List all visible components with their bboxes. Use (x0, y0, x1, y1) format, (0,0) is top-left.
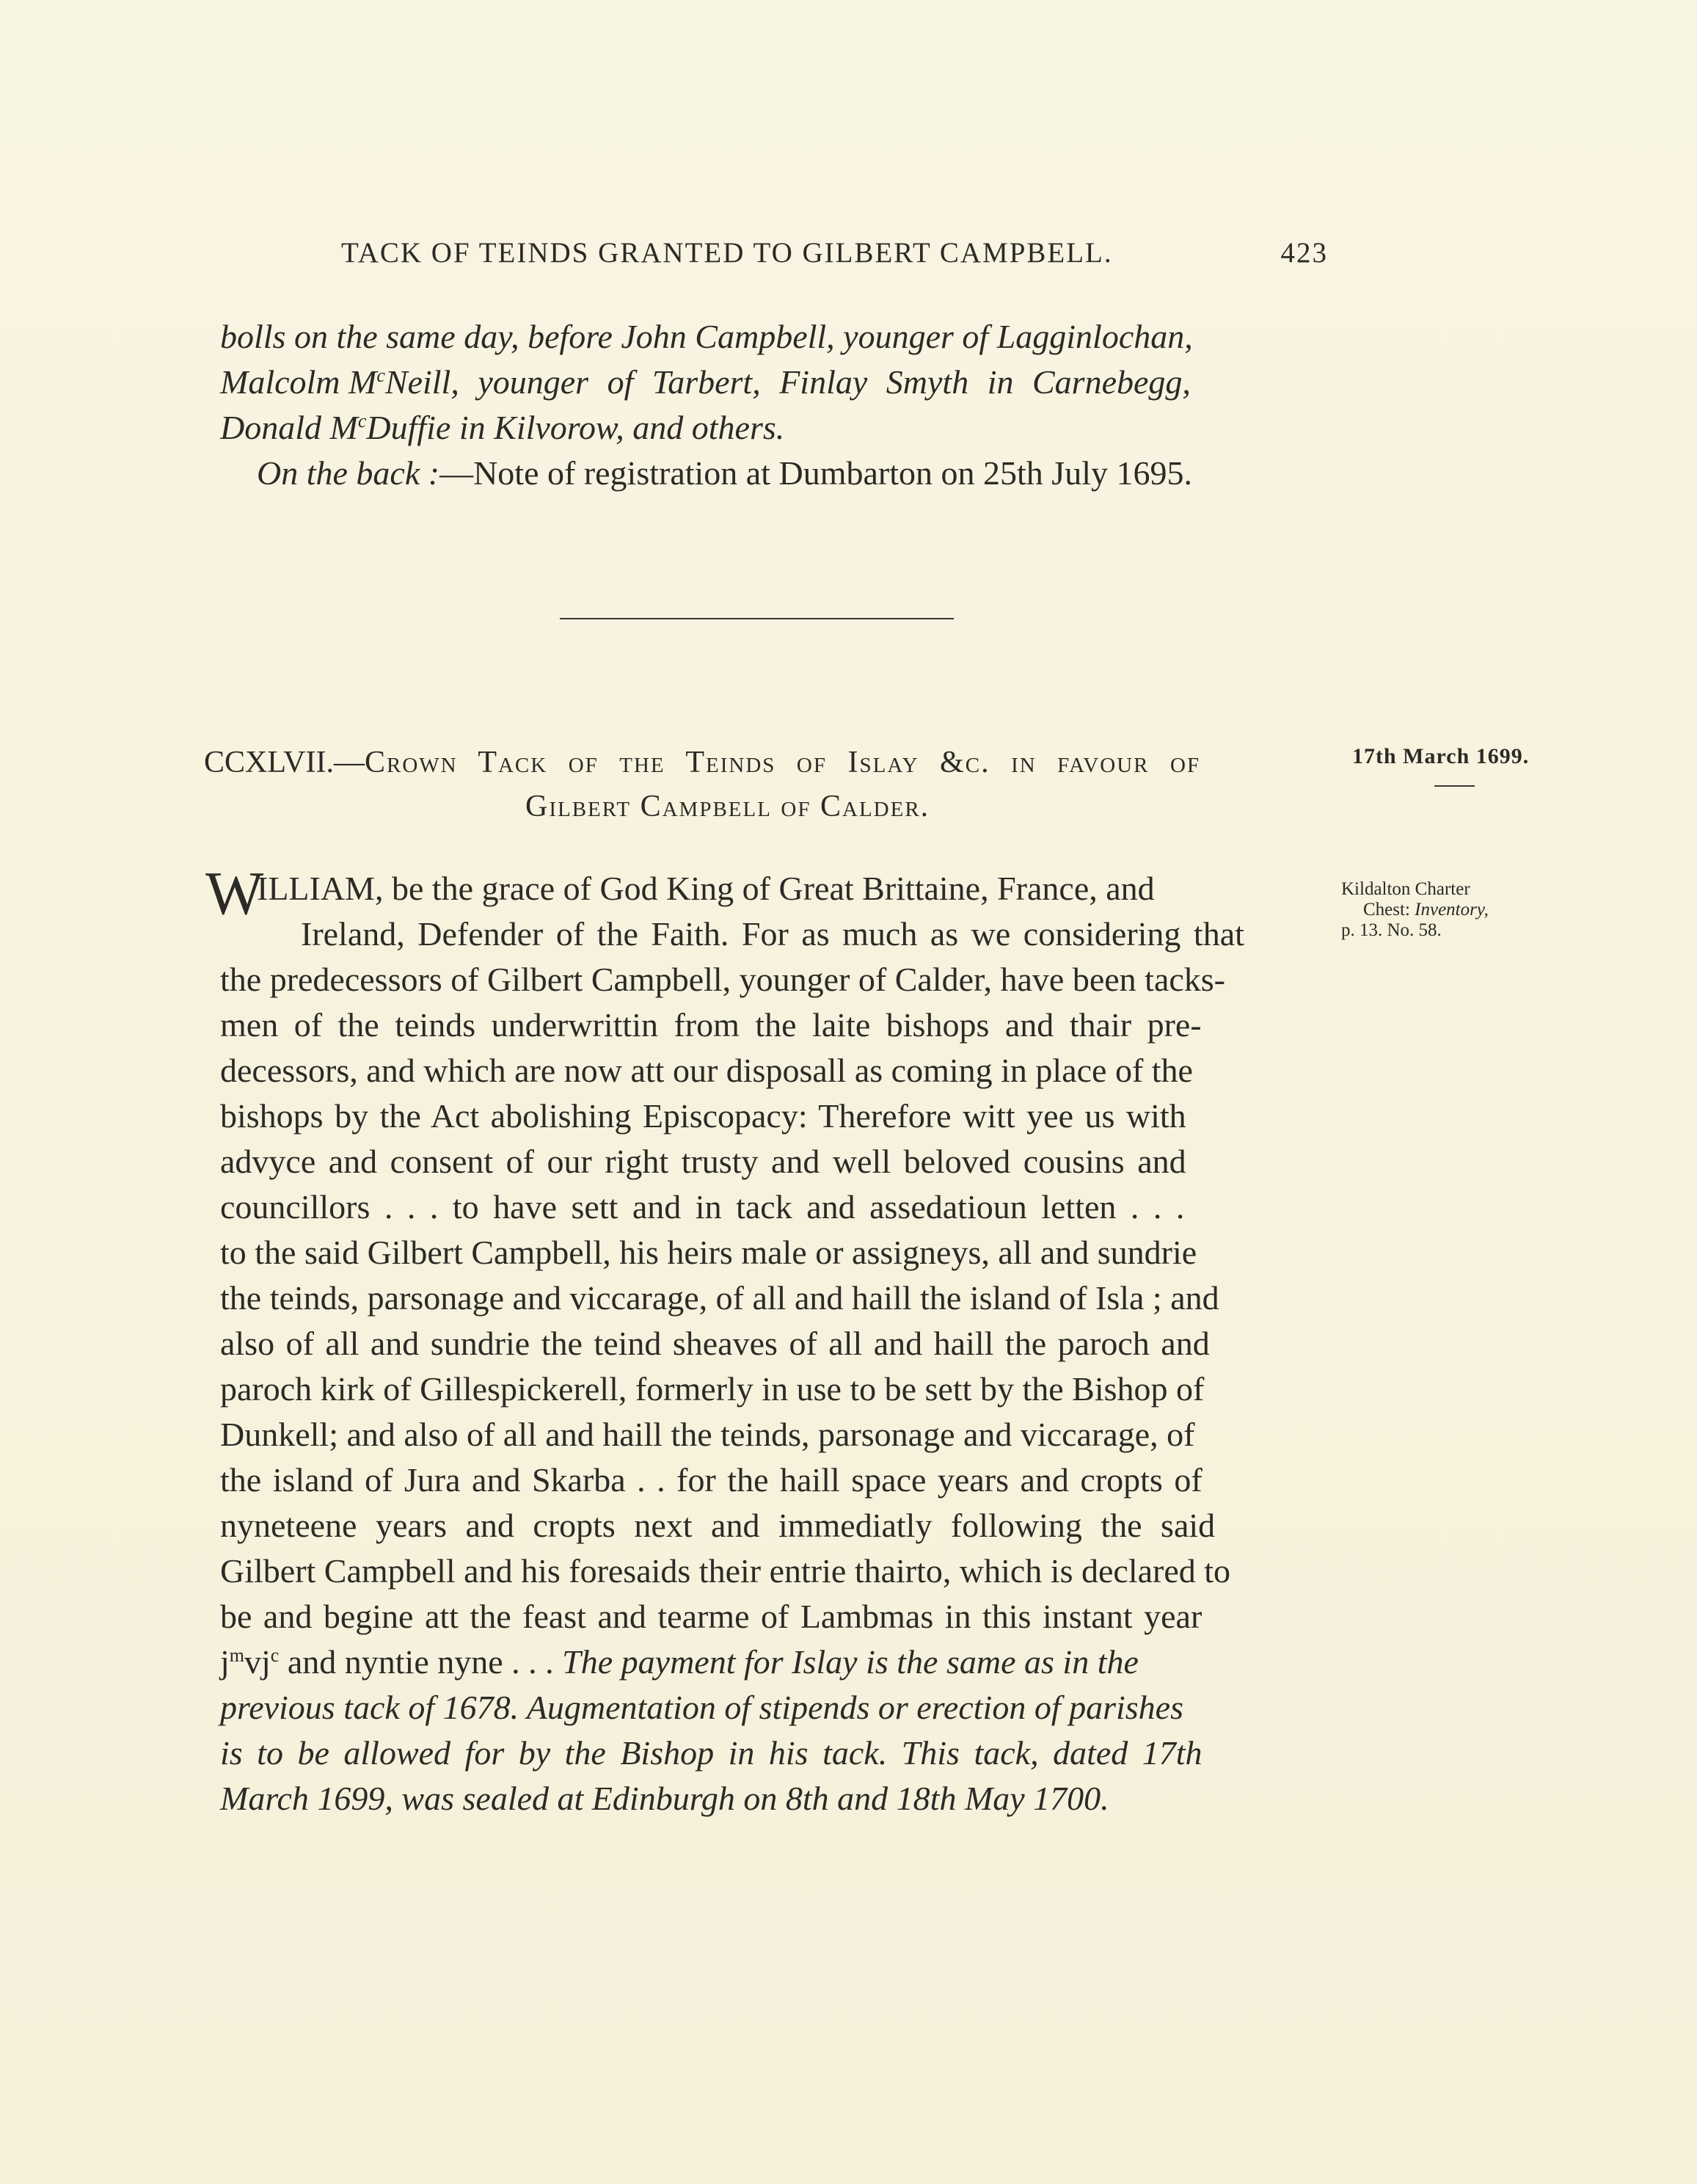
body-line-1 (257, 866, 1326, 911)
section-heading-2: Gilbert Campbell of Calder. (525, 790, 930, 823)
body-line-17-text: be and begine att the feast and tearme of Lambmas in this instant year (220, 1598, 1203, 1635)
section-heading-line-1 (204, 740, 1310, 785)
preceding-line-2-sup: c (376, 365, 385, 386)
body-line-4 (220, 1002, 1326, 1048)
body-line-7-text: advyce and consent of our right trusty and well beloved cousins and (220, 1143, 1186, 1180)
margin-note-line-3: p. 13. No. 58. (1341, 920, 1442, 940)
preceding-line-3-b: Duffie in Kilvorow, and others. (366, 409, 785, 446)
body-line-12 (220, 1366, 1326, 1412)
margin-note-line-2-a: Chest: (1363, 900, 1415, 920)
section-divider (560, 618, 954, 619)
body-line-14-text: the island of Jura and Skarba . . for the haill space years and cropts of (220, 1461, 1203, 1499)
body-line-17 (220, 1594, 1326, 1639)
section-heading-1: Crown Tack of the Teinds of Islay &c. in favour of (364, 746, 1201, 779)
body-line-2 (301, 911, 1326, 957)
body-line-21 (220, 1776, 1326, 1821)
section-heading-line-2 (525, 784, 1632, 829)
body-line-19-text: previous tack of 1678. Augmentation of stipends or erection of parishes (220, 1689, 1183, 1726)
section-number: CCXLVII.— (204, 746, 365, 779)
preceding-line-3 (220, 405, 1326, 451)
preceding-line-4-italic: On the back : (257, 454, 440, 492)
body-line-18-sup-1: m (229, 1645, 245, 1666)
body-line-13-text: Dunkell; and also of all and haill the teinds, parsonage and viccarage, of (220, 1416, 1195, 1453)
body-line-20 (220, 1730, 1326, 1776)
preceding-line-2-a: Malcolm M (220, 363, 377, 401)
body-line-13 (220, 1412, 1326, 1457)
body-line-9 (220, 1230, 1326, 1275)
dropcap: W (205, 859, 264, 928)
preceding-line-1-text: bolls on the same day, before John Campbell, younger of Lagginlochan, (220, 318, 1193, 355)
page-number: 423 (1280, 237, 1328, 269)
body-line-16 (220, 1548, 1326, 1594)
preceding-line-4 (257, 451, 1363, 496)
running-head (341, 236, 1328, 269)
body-line-5-text: decessors, and which are now att our disposall as coming in place of the (220, 1052, 1193, 1089)
body-line-1-text: ILLIAM, be the grace of God King of Great Brittaine, France, and (257, 870, 1155, 907)
body-line-15-text: nyneteene years and cropts next and immediatly following the said (220, 1507, 1216, 1544)
body-line-11 (220, 1321, 1326, 1366)
body-line-18-italic: The payment for Islay is the same as in the (562, 1643, 1139, 1681)
body-line-12-text: paroch kirk of Gillespickerell, formerly in use to be sett by the Bishop of (220, 1370, 1205, 1408)
body-line-11-text: also of all and sundrie the teind sheaves of all and haill the paroch and (220, 1325, 1210, 1362)
body-line-8-text: councillors . . . to have sett and in tack and assedatioun letten . . . (220, 1188, 1185, 1226)
body-line-7 (220, 1139, 1326, 1184)
body-line-20-text: is to be allowed for by the Bishop in his tack. This tack, dated 17th (220, 1734, 1203, 1772)
margin-note-line-1: Kildalton Charter (1341, 879, 1470, 899)
body-line-18 (220, 1639, 1326, 1685)
body-line-18-a: j (220, 1643, 230, 1681)
body-line-3 (220, 957, 1326, 1002)
body-line-10 (220, 1275, 1326, 1321)
margin-note (1341, 879, 1489, 941)
margin-note-line-2-italic: Inventory, (1415, 900, 1489, 920)
body-line-18-b: vj (244, 1643, 271, 1681)
preceding-line-2-b: Neill, younger of Tarbert, Finlay Smyth in Carnebegg, (384, 363, 1191, 401)
preceding-line-3-sup: c (357, 410, 367, 432)
preceding-line-2 (220, 360, 1326, 405)
body-line-21-text: March 1699, was sealed at Edinburgh on 8th and 18th May 1700. (220, 1780, 1109, 1817)
body-line-9-text: to the said Gilbert Campbell, his heirs male or assigneys, all and sundrie (220, 1234, 1197, 1271)
body-line-2-text: Ireland, Defender of the Faith. For as much as we considering that (301, 915, 1244, 953)
body-line-19 (220, 1685, 1326, 1730)
body-line-5 (220, 1048, 1326, 1093)
body-line-10-text: the teinds, parsonage and viccarage, of all and haill the island of Isla ; and (220, 1279, 1219, 1317)
body-line-16-text: Gilbert Campbell and his foresaids their entrie thairto, which is declared to (220, 1552, 1231, 1590)
date-rule (1434, 785, 1475, 787)
body-line-6-text: bishops by the Act abolishing Episcopacy: Therefore witt yee us with (220, 1097, 1186, 1135)
margin-note-line-2 (1341, 900, 1489, 920)
body-line-4-text: men of the teinds underwrittin from the laite bishops and thair pre- (220, 1006, 1202, 1044)
body-line-18-sup-2: c (270, 1645, 280, 1666)
preceding-line-1 (220, 314, 1326, 360)
body-line-8 (220, 1184, 1326, 1230)
preceding-line-4-roman: —Note of registration at Dumbarton on 25th July 1695. (439, 454, 1192, 492)
body-line-14 (220, 1457, 1326, 1503)
date-note: 17th March 1699. (1352, 744, 1530, 768)
body-line-15 (220, 1503, 1326, 1548)
preceding-line-3-a: Donald M (220, 409, 358, 446)
running-head-title: TACK OF TEINDS GRANTED TO GILBERT CAMPBELL. (341, 237, 1113, 269)
body-line-3-text: the predecessors of Gilbert Campbell, younger of Calder, have been tacks- (220, 961, 1226, 998)
body-line-6 (220, 1093, 1326, 1139)
body-line-18-c: and nyntie nyne . . . (279, 1643, 563, 1681)
